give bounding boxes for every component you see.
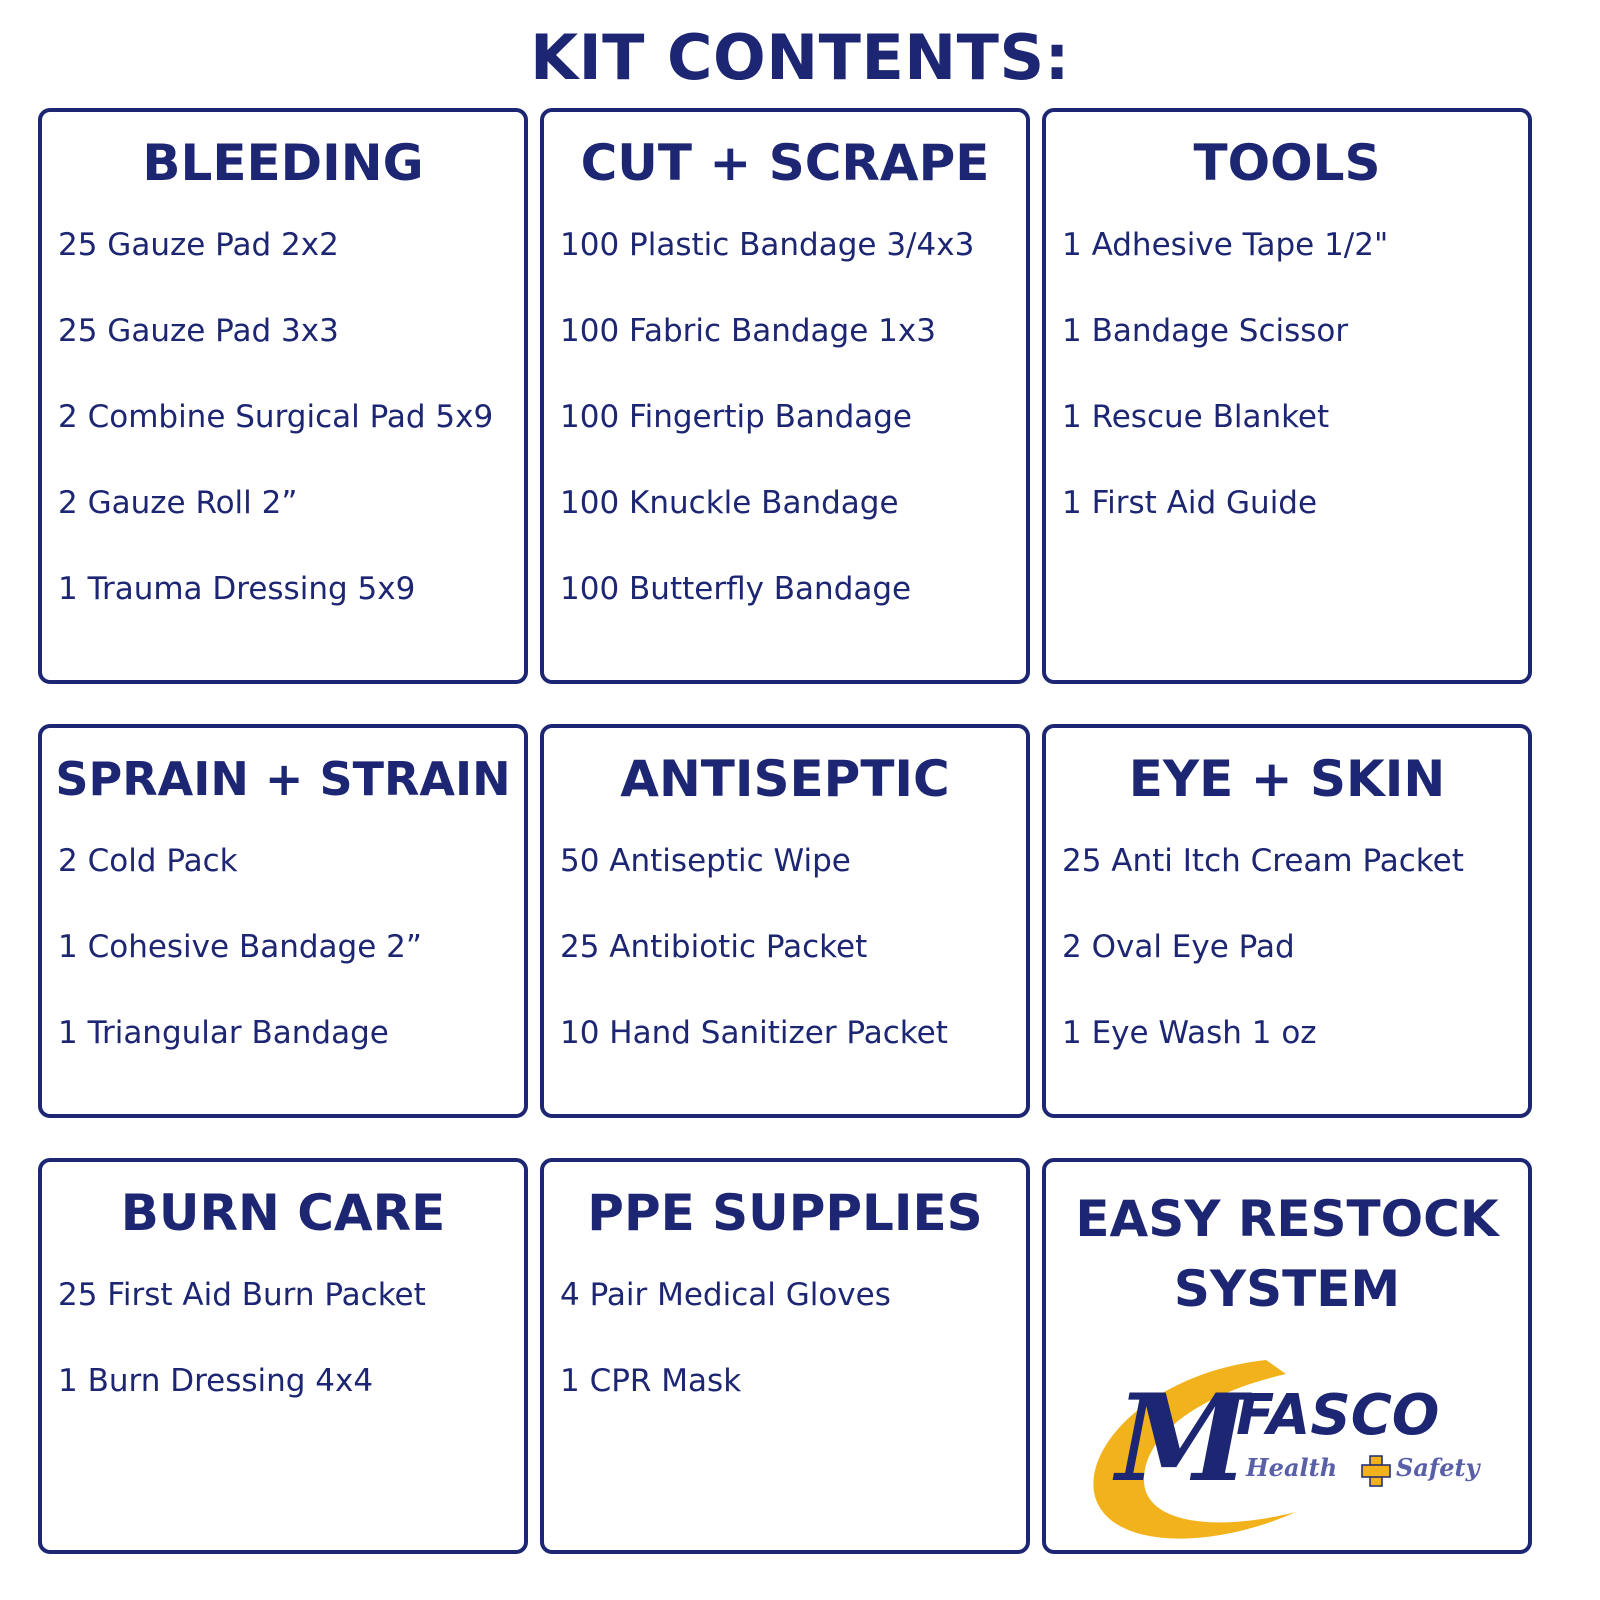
list-item: 50 Antiseptic Wipe: [560, 843, 851, 879]
panel-antiseptic: [540, 724, 1030, 1118]
item-list: [1046, 202, 1528, 546]
panel-burn-care: [38, 1158, 528, 1554]
item-list: [42, 818, 524, 1076]
list-item: 10 Hand Sanitizer Packet: [560, 1015, 948, 1051]
item-list: [544, 818, 1026, 1076]
list-item: 100 Butterfly Bandage: [560, 571, 912, 607]
logo-tagline-right: Safety: [1396, 1453, 1480, 1482]
list-item: 1 Eye Wash 1 oz: [1062, 1015, 1317, 1051]
item-list: [42, 1252, 524, 1424]
panel-title: CUT + SCRAPE: [580, 134, 990, 192]
panel-eye-skin: [1042, 724, 1532, 1118]
panel-title: ANTISEPTIC: [620, 750, 950, 808]
panel-title: BLEEDING: [142, 134, 424, 192]
panel-ppe-supplies: [540, 1158, 1030, 1554]
item-list: [544, 1252, 1026, 1424]
list-item: 1 Cohesive Bandage 2”: [58, 929, 422, 965]
list-item: 1 Adhesive Tape 1/2": [1062, 227, 1389, 263]
logo-brand-text: FASCO: [1236, 1383, 1440, 1448]
list-item: 1 First Aid Guide: [1062, 485, 1318, 521]
panel-bleeding: [38, 108, 528, 684]
item-list: [42, 202, 524, 632]
list-item: 100 Plastic Bandage 3/4x3: [560, 227, 975, 263]
list-item: 25 Gauze Pad 2x2: [58, 227, 339, 263]
panel-title: TOOLS: [1193, 134, 1381, 192]
list-item: 1 Bandage Scissor: [1062, 313, 1349, 349]
list-item: 25 First Aid Burn Packet: [58, 1277, 426, 1313]
list-item: 1 Triangular Bandage: [58, 1015, 389, 1051]
panel-title: BURN CARE: [120, 1184, 446, 1242]
plus-icon: [1362, 1456, 1390, 1486]
list-item: 25 Gauze Pad 3x3: [58, 313, 339, 349]
list-item: 2 Gauze Roll 2”: [58, 485, 298, 521]
list-item: 1 CPR Mask: [560, 1363, 742, 1399]
list-item: 100 Fingertip Bandage: [560, 399, 912, 435]
fasco-logo: [1086, 1352, 1496, 1552]
list-item: 100 Knuckle Bandage: [560, 485, 899, 521]
list-item: 2 Cold Pack: [58, 843, 238, 879]
item-list: [1046, 818, 1528, 1076]
restock-title-line2: SYSTEM: [1173, 1260, 1401, 1318]
list-item: 2 Combine Surgical Pad 5x9: [58, 399, 494, 435]
item-list: [544, 202, 1026, 632]
list-item: 1 Trauma Dressing 5x9: [58, 571, 416, 607]
panel-cut-scrape: [540, 108, 1030, 684]
list-item: 1 Rescue Blanket: [1062, 399, 1330, 435]
restock-title: [1046, 1184, 1528, 1324]
panel-tools: [1042, 108, 1532, 684]
list-item: 25 Antibiotic Packet: [560, 929, 868, 965]
panel-title: SPRAIN + STRAIN: [55, 752, 511, 806]
list-item: 2 Oval Eye Pad: [1062, 929, 1295, 965]
logo-m-letter: M: [1116, 1368, 1249, 1509]
restock-title-line1: EASY RESTOCK: [1075, 1190, 1499, 1248]
list-item: 1 Burn Dressing 4x4: [58, 1363, 374, 1399]
list-item: 100 Fabric Bandage 1x3: [560, 313, 936, 349]
list-item: 25 Anti Itch Cream Packet: [1062, 843, 1464, 879]
panel-easy-restock: [1042, 1158, 1532, 1554]
logo-tagline-left: Health: [1246, 1453, 1338, 1482]
panel-sprain-strain: [38, 724, 528, 1118]
panel-title: EYE + SKIN: [1128, 750, 1446, 808]
page-title: KIT CONTENTS:: [530, 21, 1070, 94]
list-item: 4 Pair Medical Gloves: [560, 1277, 891, 1313]
panel-title: PPE SUPPLIES: [587, 1184, 983, 1242]
